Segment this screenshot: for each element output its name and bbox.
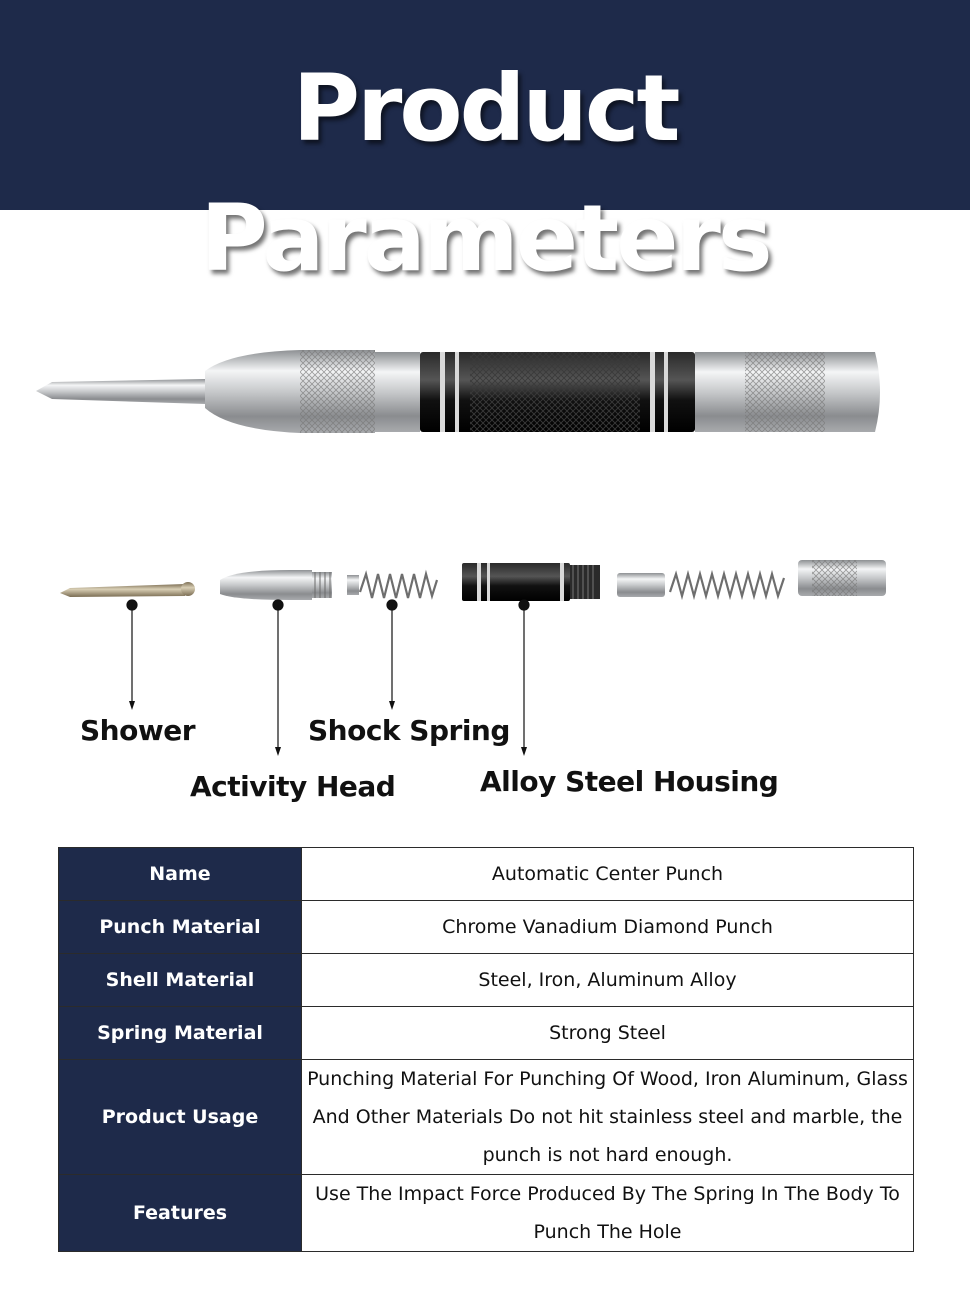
part-activity-head: [220, 570, 290, 600]
part-return-spring: [670, 574, 784, 596]
page-title: Product Parameters: [200, 55, 770, 292]
param-value-shell-material: Steel, Iron, Aluminum Alloy: [302, 954, 914, 1007]
table-row: [59, 1007, 914, 1060]
param-key-features: Features: [59, 1175, 302, 1252]
front-knurl: [300, 350, 375, 433]
callout-shock-spring: Shock Spring: [308, 714, 510, 747]
param-value-spring-material: Strong Steel: [302, 1007, 914, 1060]
param-key-shell-material: Shell Material: [59, 954, 302, 1007]
end-cap: [825, 352, 880, 432]
exploded-parts-image: [60, 560, 886, 601]
parameters-table: [58, 847, 914, 1252]
param-value-name: Automatic Center Punch: [302, 848, 914, 901]
table-row: [59, 1060, 914, 1175]
rear-knurl: [745, 352, 825, 432]
callout-alloy-steel-housing: Alloy Steel Housing: [480, 765, 779, 798]
param-value-punch-material: Chrome Vanadium Diamond Punch: [302, 901, 914, 954]
part-striker: [617, 573, 665, 597]
param-key-product-usage: Product Usage: [59, 1060, 302, 1175]
table-row: [59, 1175, 914, 1252]
callout-shower: Shower: [80, 714, 196, 747]
param-key-punch-material: Punch Material: [59, 901, 302, 954]
assembled-punch-image: [36, 350, 880, 433]
part-shower-pin: [60, 584, 185, 597]
param-value-product-usage: Punching Material For Punching Of Wood, Iron Aluminum, Glass And Other Materials Do not hit stainless steel and marble, the punch is not hard enough.: [302, 1060, 914, 1175]
callout-activity-head: Activity Head: [190, 770, 396, 803]
part-shock-spring: [360, 574, 437, 598]
param-key-name: Name: [59, 848, 302, 901]
table-row: [59, 954, 914, 1007]
param-value-features: Use The Impact Force Produced By The Spring In The Body To Punch The Hole: [302, 1175, 914, 1252]
table-row: [59, 901, 914, 954]
param-key-spring-material: Spring Material: [59, 1007, 302, 1060]
punch-tip: [36, 379, 205, 404]
table-row: [59, 848, 914, 901]
punch-cone: [205, 350, 300, 433]
